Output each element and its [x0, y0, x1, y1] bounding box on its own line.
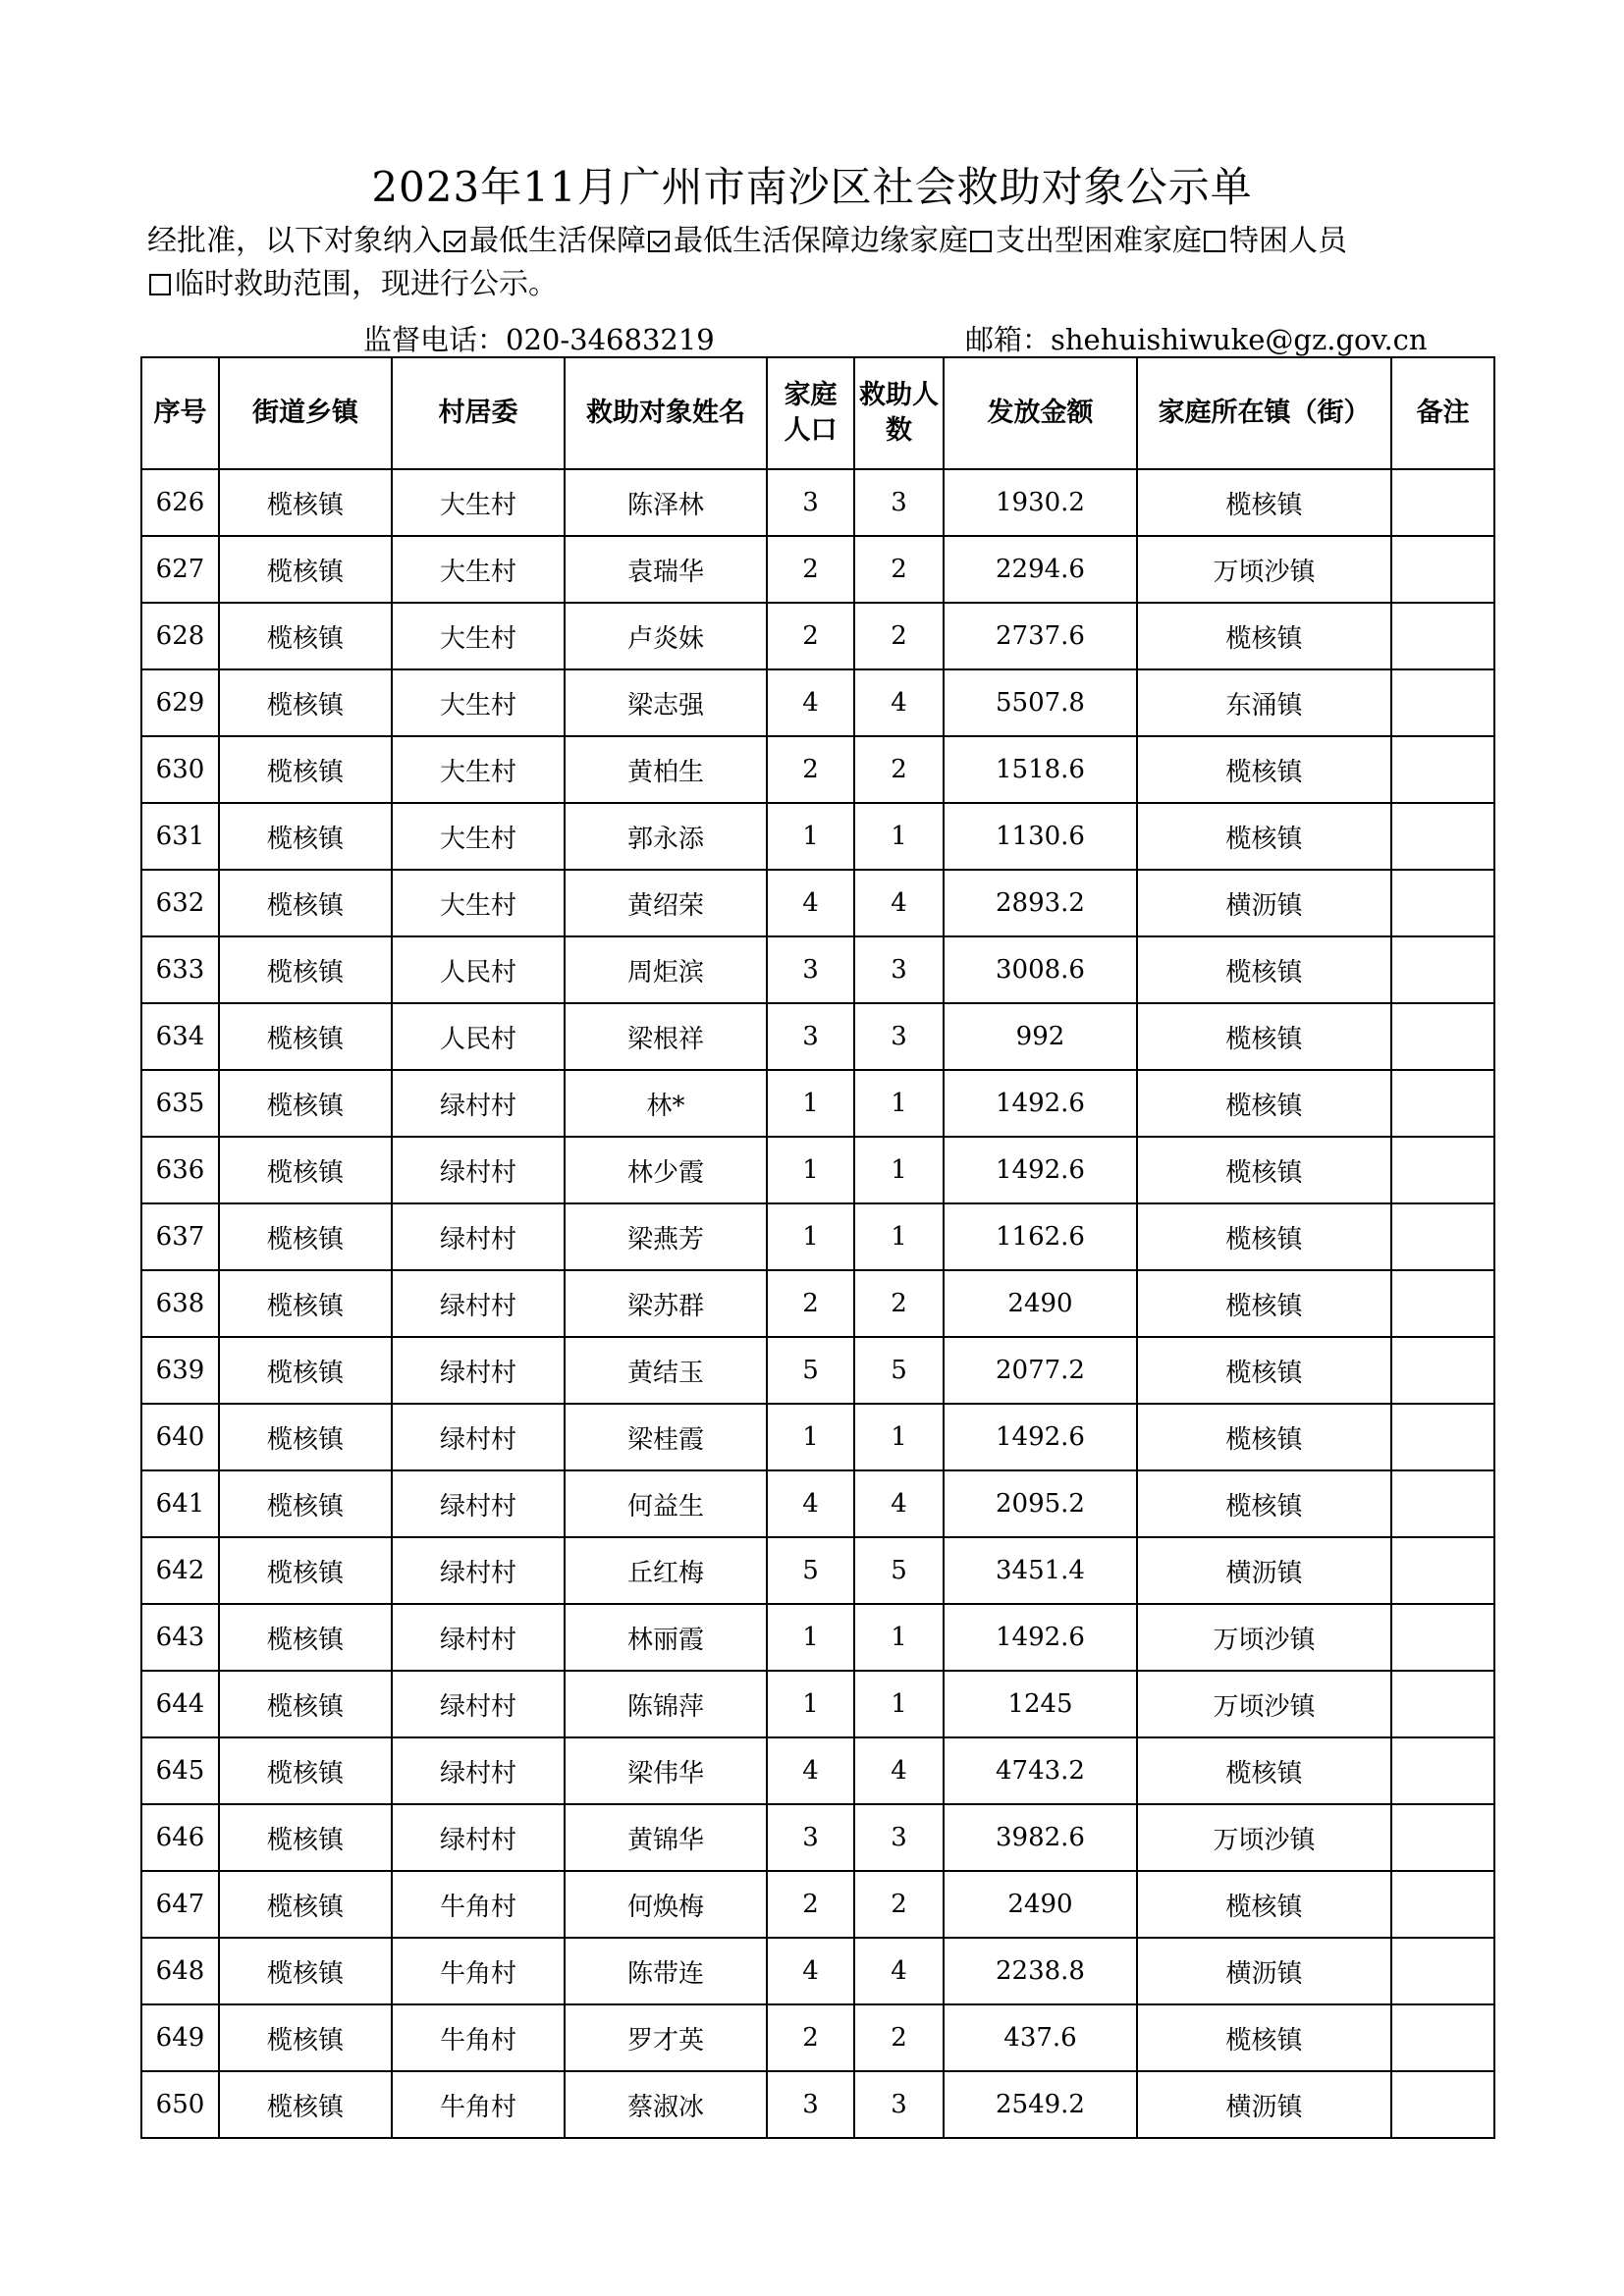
cell-village: 绿村村 [392, 1270, 565, 1337]
checkbox-icon-marginal-family [648, 231, 670, 252]
table-row [141, 1070, 1494, 1137]
table-row [141, 870, 1494, 936]
cell-seq: 637 [141, 1203, 219, 1270]
cell-aided-count: 1 [854, 1604, 944, 1671]
cell-remarks [1391, 1270, 1494, 1337]
cell-remarks [1391, 1604, 1494, 1671]
cell-remarks [1391, 1737, 1494, 1804]
cell-aided-count: 5 [854, 1337, 944, 1404]
cell-street-town: 榄核镇 [219, 1404, 392, 1470]
cell-recipient-name: 郭永添 [565, 803, 767, 870]
cell-family-town: 榄核镇 [1137, 603, 1391, 669]
intro-line-1 [147, 220, 1522, 263]
header-family-size [767, 357, 854, 469]
cell-family-town: 横沥镇 [1137, 1537, 1391, 1604]
cell-recipient-name: 林* [565, 1070, 767, 1137]
cell-recipient-name: 何益生 [565, 1470, 767, 1537]
option-marginal-family: 最低生活保障边缘家庭 [674, 224, 968, 258]
cell-amount: 2490 [944, 1871, 1137, 1938]
cell-family-size: 3 [767, 1003, 854, 1070]
table-row [141, 603, 1494, 669]
cell-aided-count: 3 [854, 469, 944, 536]
cell-remarks [1391, 1537, 1494, 1604]
cell-village: 大生村 [392, 603, 565, 669]
cell-family-size: 2 [767, 603, 854, 669]
cell-street-town: 榄核镇 [219, 2004, 392, 2071]
table-row [141, 1537, 1494, 1604]
cell-seq: 628 [141, 603, 219, 669]
option-extreme-poverty: 特困人员 [1229, 224, 1347, 258]
cell-aided-count: 4 [854, 870, 944, 936]
cell-street-town: 榄核镇 [219, 1938, 392, 2004]
cell-seq: 634 [141, 1003, 219, 1070]
cell-aided-count: 3 [854, 2071, 944, 2138]
table-row [141, 1404, 1494, 1470]
cell-recipient-name: 黄柏生 [565, 736, 767, 803]
cell-family-town: 榄核镇 [1137, 1871, 1391, 1938]
supervision-phone: 监督电话：020-34683219 [363, 323, 715, 356]
cell-seq: 649 [141, 2004, 219, 2071]
cell-family-town: 榄核镇 [1137, 1737, 1391, 1804]
cell-aided-count: 4 [854, 1938, 944, 2004]
cell-village: 绿村村 [392, 1470, 565, 1537]
cell-seq: 635 [141, 1070, 219, 1137]
cell-street-town: 榄核镇 [219, 1470, 392, 1537]
intro-prefix: 经批准，以下对象纳入 [147, 224, 442, 258]
cell-street-town: 榄核镇 [219, 603, 392, 669]
cell-amount: 1162.6 [944, 1203, 1137, 1270]
cell-village: 绿村村 [392, 1804, 565, 1871]
cell-family-town: 横沥镇 [1137, 2071, 1391, 2138]
table-row [141, 936, 1494, 1003]
cell-village: 大生村 [392, 469, 565, 536]
cell-family-town: 万顷沙镇 [1137, 1671, 1391, 1737]
cell-street-town: 榄核镇 [219, 1003, 392, 1070]
cell-seq: 643 [141, 1604, 219, 1671]
cell-seq: 642 [141, 1537, 219, 1604]
table-row [141, 736, 1494, 803]
cell-village: 大生村 [392, 803, 565, 870]
cell-recipient-name: 袁瑞华 [565, 536, 767, 603]
table-row [141, 1737, 1494, 1804]
cell-amount: 992 [944, 1003, 1137, 1070]
cell-family-town: 榄核镇 [1137, 1203, 1391, 1270]
cell-seq: 627 [141, 536, 219, 603]
cell-recipient-name: 林丽霞 [565, 1604, 767, 1671]
cell-amount: 1492.6 [944, 1604, 1137, 1671]
cell-village: 大生村 [392, 736, 565, 803]
cell-remarks [1391, 536, 1494, 603]
cell-recipient-name: 梁燕芳 [565, 1203, 767, 1270]
table-row [141, 1871, 1494, 1938]
cell-family-size: 1 [767, 1404, 854, 1470]
cell-village: 大生村 [392, 870, 565, 936]
cell-family-town: 横沥镇 [1137, 1938, 1391, 2004]
cell-village: 人民村 [392, 936, 565, 1003]
table-row [141, 1003, 1494, 1070]
cell-remarks [1391, 1671, 1494, 1737]
cell-village: 牛角村 [392, 2071, 565, 2138]
cell-seq: 644 [141, 1671, 219, 1737]
cell-family-size: 2 [767, 1871, 854, 1938]
cell-recipient-name: 林少霞 [565, 1137, 767, 1203]
cell-street-town: 榄核镇 [219, 469, 392, 536]
cell-amount: 1518.6 [944, 736, 1137, 803]
cell-village: 绿村村 [392, 1737, 565, 1804]
cell-remarks [1391, 1003, 1494, 1070]
header-street-town: 街道乡镇 [219, 357, 392, 469]
cell-aided-count: 2 [854, 736, 944, 803]
header-seq: 序号 [141, 357, 219, 469]
cell-remarks [1391, 803, 1494, 870]
cell-remarks [1391, 1938, 1494, 2004]
cell-aided-count: 1 [854, 1137, 944, 1203]
cell-aided-count: 4 [854, 1470, 944, 1537]
cell-family-size: 4 [767, 1737, 854, 1804]
cell-street-town: 榄核镇 [219, 536, 392, 603]
cell-family-size: 1 [767, 1671, 854, 1737]
cell-seq: 636 [141, 1137, 219, 1203]
cell-recipient-name: 卢炎妹 [565, 603, 767, 669]
cell-amount: 1930.2 [944, 469, 1137, 536]
table-row [141, 1137, 1494, 1203]
cell-aided-count: 3 [854, 936, 944, 1003]
cell-village: 绿村村 [392, 1671, 565, 1737]
cell-village: 牛角村 [392, 1871, 565, 1938]
cell-family-size: 3 [767, 1804, 854, 1871]
cell-amount: 1492.6 [944, 1070, 1137, 1137]
cell-remarks [1391, 1804, 1494, 1871]
cell-amount: 2893.2 [944, 870, 1137, 936]
cell-aided-count: 2 [854, 603, 944, 669]
cell-family-size: 2 [767, 1270, 854, 1337]
option-temporary-assistance: 临时救助范围，现进行公示。 [175, 267, 558, 301]
cell-street-town: 榄核镇 [219, 870, 392, 936]
cell-remarks [1391, 1470, 1494, 1537]
cell-aided-count: 1 [854, 1671, 944, 1737]
cell-village: 牛角村 [392, 2004, 565, 2071]
cell-street-town: 榄核镇 [219, 1537, 392, 1604]
cell-village: 绿村村 [392, 1404, 565, 1470]
table-row [141, 1604, 1494, 1671]
cell-family-town: 万顷沙镇 [1137, 1604, 1391, 1671]
cell-family-town: 万顷沙镇 [1137, 1804, 1391, 1871]
cell-family-town: 榄核镇 [1137, 1470, 1391, 1537]
cell-seq: 646 [141, 1804, 219, 1871]
cell-street-town: 榄核镇 [219, 803, 392, 870]
table-row [141, 536, 1494, 603]
cell-family-town: 榄核镇 [1137, 1270, 1391, 1337]
cell-family-size: 1 [767, 1070, 854, 1137]
cell-aided-count: 1 [854, 803, 944, 870]
cell-street-town: 榄核镇 [219, 1737, 392, 1804]
cell-village: 大生村 [392, 669, 565, 736]
cell-remarks [1391, 1203, 1494, 1270]
cell-village: 绿村村 [392, 1070, 565, 1137]
table-row [141, 803, 1494, 870]
cell-street-town: 榄核镇 [219, 1804, 392, 1871]
cell-remarks [1391, 1871, 1494, 1938]
cell-recipient-name: 陈带连 [565, 1938, 767, 2004]
cell-amount: 2737.6 [944, 603, 1137, 669]
cell-amount: 2095.2 [944, 1470, 1137, 1537]
cell-street-town: 榄核镇 [219, 2071, 392, 2138]
cell-amount: 5507.8 [944, 669, 1137, 736]
header-village: 村居委 [392, 357, 565, 469]
cell-aided-count: 3 [854, 1003, 944, 1070]
cell-aided-count: 1 [854, 1404, 944, 1470]
cell-family-town: 榄核镇 [1137, 1070, 1391, 1137]
cell-aided-count: 4 [854, 1737, 944, 1804]
cell-family-size: 2 [767, 736, 854, 803]
table-row [141, 1804, 1494, 1871]
assistance-table [140, 356, 1495, 2139]
cell-seq: 645 [141, 1737, 219, 1804]
cell-family-size: 1 [767, 1203, 854, 1270]
cell-family-town: 榄核镇 [1137, 2004, 1391, 2071]
cell-seq: 633 [141, 936, 219, 1003]
cell-recipient-name: 何焕梅 [565, 1871, 767, 1938]
header-aided-count [854, 357, 944, 469]
cell-family-town: 榄核镇 [1137, 1003, 1391, 1070]
cell-family-size: 3 [767, 469, 854, 536]
cell-recipient-name: 周炬滨 [565, 936, 767, 1003]
cell-recipient-name: 黄绍荣 [565, 870, 767, 936]
cell-family-size: 4 [767, 1938, 854, 2004]
cell-remarks [1391, 1337, 1494, 1404]
cell-seq: 638 [141, 1270, 219, 1337]
cell-village: 绿村村 [392, 1537, 565, 1604]
cell-remarks [1391, 1070, 1494, 1137]
cell-village: 绿村村 [392, 1203, 565, 1270]
cell-aided-count: 4 [854, 669, 944, 736]
cell-remarks [1391, 2071, 1494, 2138]
cell-amount: 3451.4 [944, 1537, 1137, 1604]
cell-aided-count: 1 [854, 1203, 944, 1270]
cell-street-town: 榄核镇 [219, 1270, 392, 1337]
cell-family-size: 5 [767, 1537, 854, 1604]
cell-family-town: 榄核镇 [1137, 736, 1391, 803]
table-row [141, 669, 1494, 736]
table-row [141, 1470, 1494, 1537]
cell-recipient-name: 丘红梅 [565, 1537, 767, 1604]
cell-amount: 4743.2 [944, 1737, 1137, 1804]
cell-remarks [1391, 1137, 1494, 1203]
cell-seq: 629 [141, 669, 219, 736]
cell-seq: 639 [141, 1337, 219, 1404]
checkbox-icon-minimum-living [444, 231, 465, 252]
cell-amount: 2490 [944, 1270, 1137, 1337]
cell-remarks [1391, 2004, 1494, 2071]
cell-seq: 647 [141, 1871, 219, 1938]
cell-amount: 1492.6 [944, 1137, 1137, 1203]
option-minimum-living: 最低生活保障 [469, 224, 646, 258]
cell-village: 绿村村 [392, 1337, 565, 1404]
table-row [141, 1337, 1494, 1404]
intro-line-2 [147, 263, 1522, 306]
cell-seq: 640 [141, 1404, 219, 1470]
cell-recipient-name: 罗才英 [565, 2004, 767, 2071]
cell-family-town: 横沥镇 [1137, 870, 1391, 936]
header-aided-count-text: 救助人数 [859, 380, 939, 446]
cell-aided-count: 1 [854, 1070, 944, 1137]
cell-family-town: 榄核镇 [1137, 803, 1391, 870]
header-amount: 发放金额 [944, 357, 1137, 469]
cell-recipient-name: 梁伟华 [565, 1737, 767, 1804]
cell-amount: 2077.2 [944, 1337, 1137, 1404]
cell-amount: 437.6 [944, 2004, 1137, 2071]
cell-aided-count: 2 [854, 1871, 944, 1938]
cell-seq: 631 [141, 803, 219, 870]
cell-family-town: 榄核镇 [1137, 469, 1391, 536]
header-remarks: 备注 [1391, 357, 1494, 469]
cell-amount: 1245 [944, 1671, 1137, 1737]
cell-recipient-name: 梁志强 [565, 669, 767, 736]
checkbox-icon-extreme-poverty [1204, 231, 1225, 252]
cell-street-town: 榄核镇 [219, 1203, 392, 1270]
table-row [141, 1671, 1494, 1737]
cell-family-size: 3 [767, 2071, 854, 2138]
cell-family-size: 2 [767, 536, 854, 603]
cell-recipient-name: 黄锦华 [565, 1804, 767, 1871]
cell-street-town: 榄核镇 [219, 669, 392, 736]
cell-street-town: 榄核镇 [219, 1604, 392, 1671]
cell-family-size: 3 [767, 936, 854, 1003]
cell-seq: 650 [141, 2071, 219, 2138]
table-row [141, 1203, 1494, 1270]
cell-recipient-name: 梁桂霞 [565, 1404, 767, 1470]
header-family-town: 家庭所在镇（街） [1137, 357, 1391, 469]
cell-street-town: 榄核镇 [219, 1871, 392, 1938]
cell-village: 绿村村 [392, 1137, 565, 1203]
cell-amount: 3982.6 [944, 1804, 1137, 1871]
cell-street-town: 榄核镇 [219, 1337, 392, 1404]
cell-aided-count: 5 [854, 1537, 944, 1604]
cell-recipient-name: 黄结玉 [565, 1337, 767, 1404]
page-title: 2023年11月广州市南沙区社会救助对象公示单 [371, 163, 1253, 211]
cell-recipient-name: 陈泽林 [565, 469, 767, 536]
cell-amount: 2294.6 [944, 536, 1137, 603]
cell-family-town: 榄核镇 [1137, 1404, 1391, 1470]
cell-family-town: 榄核镇 [1137, 936, 1391, 1003]
header-recipient-name: 救助对象姓名 [565, 357, 767, 469]
cell-aided-count: 2 [854, 2004, 944, 2071]
cell-family-town: 万顷沙镇 [1137, 536, 1391, 603]
cell-family-size: 4 [767, 669, 854, 736]
cell-family-town: 榄核镇 [1137, 1137, 1391, 1203]
cell-family-town: 榄核镇 [1137, 1337, 1391, 1404]
cell-remarks [1391, 603, 1494, 669]
table-row [141, 469, 1494, 536]
cell-remarks [1391, 736, 1494, 803]
cell-street-town: 榄核镇 [219, 736, 392, 803]
cell-street-town: 榄核镇 [219, 1671, 392, 1737]
table-row [141, 1938, 1494, 2004]
cell-seq: 641 [141, 1470, 219, 1537]
cell-village: 牛角村 [392, 1938, 565, 2004]
cell-aided-count: 2 [854, 1270, 944, 1337]
cell-family-size: 4 [767, 870, 854, 936]
option-expenditure-hardship: 支出型困难家庭 [996, 224, 1202, 258]
cell-amount: 1130.6 [944, 803, 1137, 870]
header-family-size-text: 家庭人口 [784, 380, 838, 446]
cell-aided-count: 2 [854, 536, 944, 603]
table-row [141, 1270, 1494, 1337]
cell-amount: 1492.6 [944, 1404, 1137, 1470]
cell-family-town: 东涌镇 [1137, 669, 1391, 736]
cell-family-size: 1 [767, 803, 854, 870]
cell-seq: 632 [141, 870, 219, 936]
cell-street-town: 榄核镇 [219, 1070, 392, 1137]
cell-recipient-name: 梁苏群 [565, 1270, 767, 1337]
cell-village: 人民村 [392, 1003, 565, 1070]
table-header-row [141, 357, 1494, 469]
cell-recipient-name: 蔡淑冰 [565, 2071, 767, 2138]
cell-family-size: 5 [767, 1337, 854, 1404]
cell-seq: 626 [141, 469, 219, 536]
cell-village: 绿村村 [392, 1604, 565, 1671]
cell-remarks [1391, 936, 1494, 1003]
cell-family-size: 1 [767, 1137, 854, 1203]
cell-amount: 2549.2 [944, 2071, 1137, 2138]
cell-remarks [1391, 870, 1494, 936]
cell-remarks [1391, 1404, 1494, 1470]
cell-amount: 3008.6 [944, 936, 1137, 1003]
cell-amount: 2238.8 [944, 1938, 1137, 2004]
cell-seq: 648 [141, 1938, 219, 2004]
table-row [141, 2004, 1494, 2071]
cell-street-town: 榄核镇 [219, 936, 392, 1003]
cell-family-size: 4 [767, 1470, 854, 1537]
checkbox-icon-expenditure-hardship [970, 231, 992, 252]
contact-email: 邮箱：shehuishiwuke@gz.gov.cn [965, 323, 1428, 356]
cell-recipient-name: 陈锦萍 [565, 1671, 767, 1737]
cell-family-size: 2 [767, 2004, 854, 2071]
checkbox-icon-temporary-assistance [149, 274, 171, 295]
cell-recipient-name: 梁根祥 [565, 1003, 767, 1070]
cell-village: 大生村 [392, 536, 565, 603]
table-row [141, 2071, 1494, 2138]
cell-remarks [1391, 469, 1494, 536]
cell-family-size: 1 [767, 1604, 854, 1671]
cell-remarks [1391, 669, 1494, 736]
cell-aided-count: 3 [854, 1804, 944, 1871]
cell-street-town: 榄核镇 [219, 1137, 392, 1203]
cell-seq: 630 [141, 736, 219, 803]
